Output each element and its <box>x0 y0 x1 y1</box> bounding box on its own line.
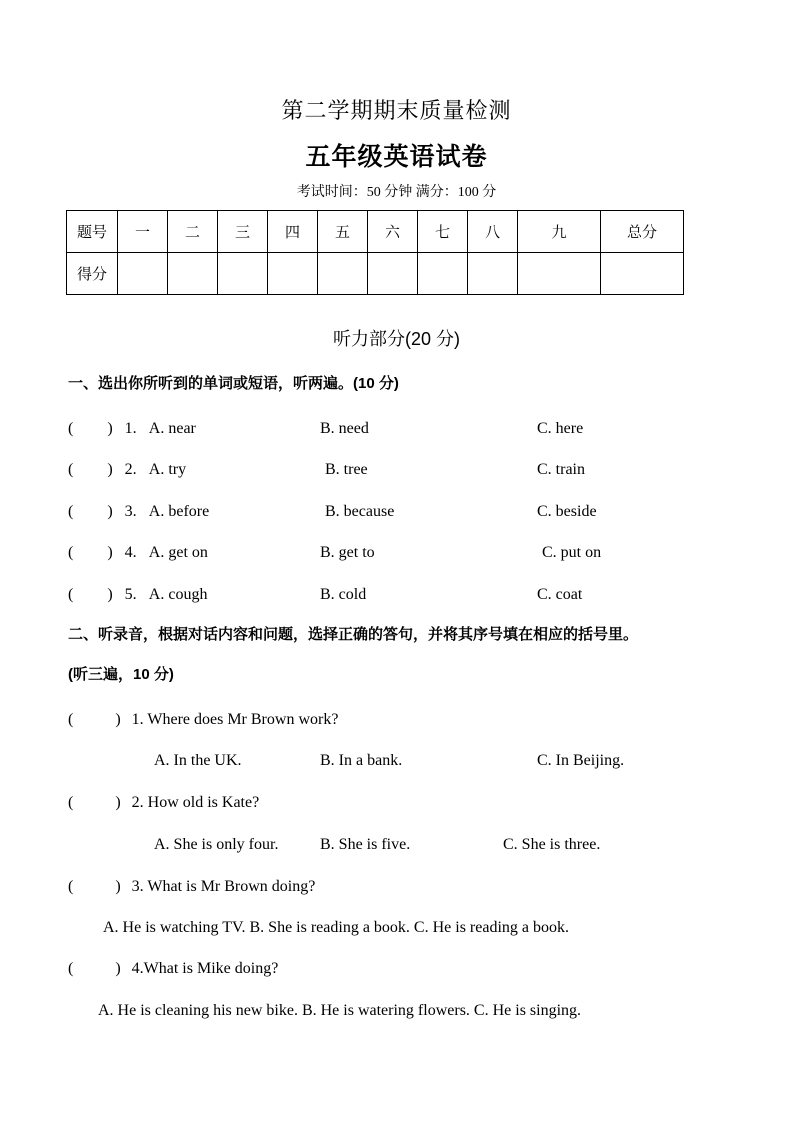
option-a[interactable]: A. In the UK. <box>154 752 242 769</box>
option-b[interactable]: B. because <box>325 503 395 520</box>
exam-info-line: 考试时间：50 分钟 满分：100 分 <box>296 185 497 200</box>
section-one-heading: 一、选出你所听到的单词或短语，听两遍。(10 分) <box>68 375 399 392</box>
score-table-row-label-question: 题号 <box>67 211 118 253</box>
option-c[interactable]: C. In Beijing. <box>537 752 625 769</box>
question-stem: 2. How old is Kate? <box>131 794 260 811</box>
option-c[interactable]: C. put on <box>542 544 602 561</box>
option-a[interactable]: A. near <box>148 420 196 437</box>
section-two-question-3 <box>68 879 728 895</box>
page-title: 第二学期期末质量检测 <box>281 98 512 123</box>
score-cell-2[interactable] <box>168 253 218 295</box>
options-line[interactable]: A. He is watching TV. B. She is reading a book. C. He is reading a book. <box>103 919 570 936</box>
option-a[interactable]: A. try <box>148 461 187 478</box>
score-table-col-8: 八 <box>468 211 518 253</box>
score-table-col-7: 七 <box>418 211 468 253</box>
option-b[interactable]: B. tree <box>325 461 368 478</box>
score-table-col-6: 六 <box>368 211 418 253</box>
answer-bracket-close: ) <box>115 878 121 895</box>
answer-bracket-close: ) <box>115 960 121 977</box>
answer-bracket-open: ( <box>68 960 74 977</box>
answer-bracket-close: ) <box>107 461 113 478</box>
option-c[interactable]: C. here <box>537 420 584 437</box>
score-table-col-3: 三 <box>218 211 268 253</box>
section-two-heading-line-1: 二、听录音，根据对话内容和问题，选择正确的答句，并将其序号填在相应的括号里。 <box>68 626 639 643</box>
table-row-headers <box>67 211 684 253</box>
options-line[interactable]: A. He is cleaning his new bike. B. He is watering flowers. C. He is singing. <box>98 1002 582 1019</box>
score-table-col-4: 四 <box>268 211 318 253</box>
score-table <box>66 210 684 295</box>
score-cell-8[interactable] <box>468 253 518 295</box>
score-table-col-5: 五 <box>318 211 368 253</box>
question-number: 4. <box>124 544 137 561</box>
answer-bracket-close: ) <box>115 711 121 728</box>
listening-part-title: 听力部分(20 分) <box>332 329 460 349</box>
question-number: 5. <box>124 586 137 603</box>
option-a[interactable]: A. She is only four. <box>154 836 279 853</box>
table-row-scores <box>67 253 684 295</box>
section-two-question-4 <box>68 961 728 977</box>
question-number: 3. <box>124 503 137 520</box>
score-table-col-9: 九 <box>518 211 601 253</box>
page-subtitle: 五年级英语试卷 <box>305 143 488 171</box>
answer-bracket-open: ( <box>68 794 74 811</box>
score-table-col-total: 总分 <box>601 211 684 253</box>
option-b[interactable]: B. get to <box>320 544 375 561</box>
section-one-question-2 <box>68 462 728 478</box>
option-c[interactable]: C. beside <box>537 503 597 520</box>
answer-bracket-close: ) <box>107 586 113 603</box>
section-two-question-1 <box>68 712 728 728</box>
score-cell-7[interactable] <box>418 253 468 295</box>
question-stem: 1. Where does Mr Brown work? <box>131 711 339 728</box>
section-two-heading-line-2: (听三遍，10 分) <box>68 666 174 683</box>
score-cell-9[interactable] <box>518 253 601 295</box>
option-b[interactable]: B. need <box>320 420 369 437</box>
answer-bracket-open: ( <box>68 711 74 728</box>
option-b[interactable]: B. In a bank. <box>320 752 403 769</box>
answer-bracket-close: ) <box>107 544 113 561</box>
option-b[interactable]: B. cold <box>320 586 367 603</box>
question-stem: 3. What is Mr Brown doing? <box>131 878 316 895</box>
score-table-col-2: 二 <box>168 211 218 253</box>
score-cell-3[interactable] <box>218 253 268 295</box>
score-table-col-1: 一 <box>118 211 168 253</box>
score-table-row-label-score: 得分 <box>67 253 118 295</box>
question-stem: 4.What is Mike doing? <box>131 960 279 977</box>
section-one-question-5 <box>68 587 728 603</box>
score-cell-4[interactable] <box>268 253 318 295</box>
answer-bracket-close: ) <box>107 420 113 437</box>
score-cell-1[interactable] <box>118 253 168 295</box>
answer-bracket-open: ( <box>68 503 74 520</box>
answer-bracket-open: ( <box>68 586 74 603</box>
section-two-question-2 <box>68 795 728 811</box>
answer-bracket-close: ) <box>115 794 121 811</box>
option-c[interactable]: C. train <box>537 461 585 478</box>
option-c[interactable]: C. She is three. <box>503 836 601 853</box>
section-one-question-4 <box>68 545 728 561</box>
option-a[interactable]: A. before <box>148 503 210 520</box>
score-cell-total[interactable] <box>601 253 684 295</box>
option-a[interactable]: A. cough <box>148 586 208 603</box>
section-one-question-3 <box>68 504 728 520</box>
option-b[interactable]: B. She is five. <box>320 836 411 853</box>
option-c[interactable]: C. coat <box>537 586 583 603</box>
score-cell-6[interactable] <box>368 253 418 295</box>
answer-bracket-open: ( <box>68 461 74 478</box>
question-number: 2. <box>124 461 137 478</box>
score-cell-5[interactable] <box>318 253 368 295</box>
option-a[interactable]: A. get on <box>148 544 208 561</box>
section-one-question-1 <box>68 421 728 437</box>
answer-bracket-open: ( <box>68 420 74 437</box>
question-number: 1. <box>124 420 137 437</box>
answer-bracket-close: ) <box>107 503 113 520</box>
answer-bracket-open: ( <box>68 544 74 561</box>
answer-bracket-open: ( <box>68 878 74 895</box>
